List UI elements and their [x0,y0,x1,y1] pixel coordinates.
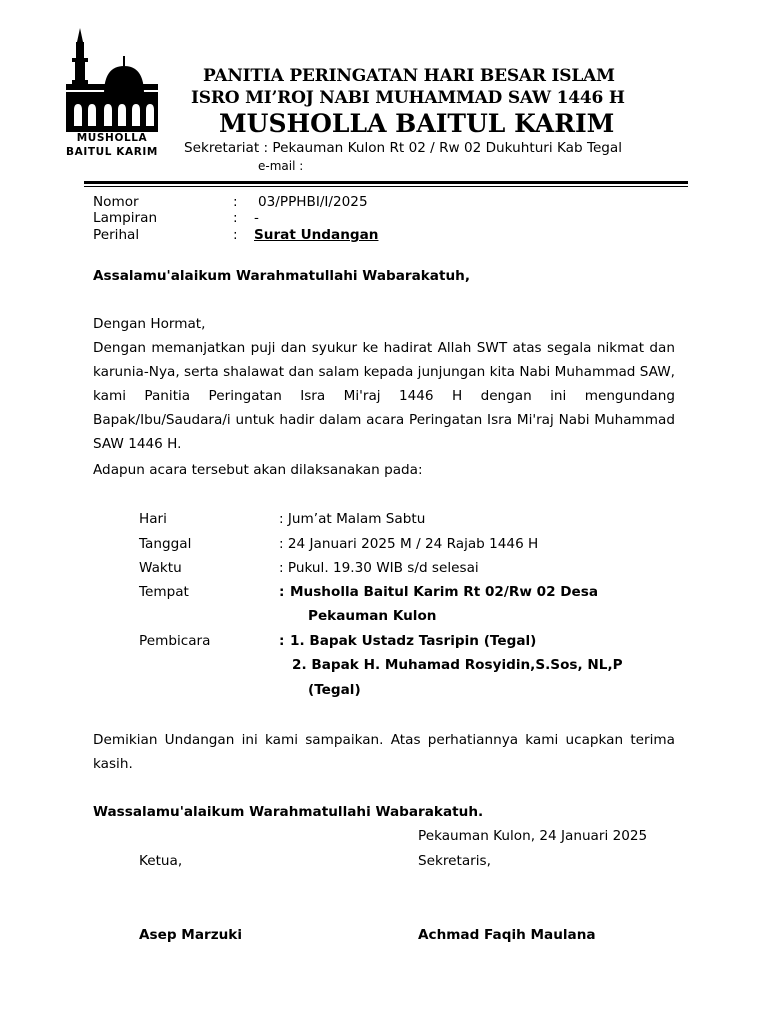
header-divider-thick [84,181,688,184]
meta-perihal-label: Perihal [93,227,140,243]
meta-lampiran-value: - [254,210,259,226]
signature-right-name: Achmad Faqih Maulana [418,927,596,943]
meta-lampiran-label: Lampiran [93,210,158,226]
meta-perihal-sep: : [233,227,238,243]
schedule-hari-label: Hari [139,511,167,527]
schedule-intro: Adapun acara tersebut akan dilaksanakan pada: [93,462,423,478]
meta-nomor-value: 03/PPHBI/I/2025 [258,194,368,210]
schedule-hari-value: : Jum’at Malam Sabtu [279,511,426,527]
schedule-waktu-value: : Pukul. 19.30 WIB s/d selesai [279,560,479,576]
salutation: Dengan Hormat, [93,316,206,332]
schedule-tanggal-label: Tanggal [139,536,192,552]
meta-nomor-label: Nomor [93,194,139,210]
place-date: Pekauman Kulon, 24 Januari 2025 [418,828,648,844]
header-divider-thin [84,186,688,187]
schedule-tempat-label: Tempat [139,584,189,600]
schedule-pembicara-label: Pembicara [139,633,211,649]
schedule-tempat-line2: Pekauman Kulon [308,608,437,624]
header-address: Sekretariat : Pekauman Kulon Rt 02 / Rw 02 Dukuhturi Kab Tegal [184,140,623,156]
schedule-tanggal-value: : 24 Januari 2025 M / 24 Rajab 1446 H [279,536,539,552]
schedule-waktu-label: Waktu [139,560,182,576]
signature-left-title: Ketua, [139,853,183,869]
schedule-tempat-colon: : [279,584,285,600]
mosque-icon [60,28,164,133]
signature-right-title: Sekretaris, [418,853,491,869]
header-event: ISRO MI’ROJ NABI MUHAMMAD SAW 1446 H [191,88,625,108]
schedule-pembicara-colon: : [279,633,285,649]
opening-greeting: Assalamu'alaikum Warahmatullahi Wabarakatuh, [93,268,471,284]
body-paragraph: Dengan memanjatkan puji dan syukur ke hadirat Allah SWT atas segala nikmat dan karunia-Nya, serta shalawat dan salam kepada junjungan kita Nabi Muhammad SAW, kami Panitia Peringatan Isra Mi'raj 1446 H dengan ini mengundang Bapak/Ibu/Saudara/i untuk hadir dalam acara Peringatan Isra Mi'raj Nabi Muhammad SAW 1446 H. [93,340,675,452]
logo-text-line2: BAITUL KARIM [66,146,158,158]
header-email: e-mail : [258,159,304,173]
mosque-logo [60,28,164,160]
speaker-1: 1. Bapak Ustadz Tasripin (Tegal) [290,633,537,649]
logo-text-line1: MUSHOLLA [76,132,148,144]
meta-nomor-sep: : [233,194,238,210]
closing-paragraph: Demikian Undangan ini kami sampaikan. Atas perhatiannya kami ucapkan terima kasih. [93,732,675,772]
meta-lampiran-sep: : [233,210,238,226]
signature-left-name: Asep Marzuki [139,927,242,943]
speaker-2: 2. Bapak H. Muhamad Rosyidin,S.Sos, NL,P [292,657,623,673]
schedule-tempat-line1: Musholla Baitul Karim Rt 02/Rw 02 Desa [290,584,599,600]
speaker-2-cont: (Tegal) [308,682,361,698]
meta-perihal-value: Surat Undangan [254,227,379,243]
closing-greeting: Wassalamu'alaikum Warahmatullahi Wabarakatuh. [93,804,484,820]
header-organization: MUSHOLLA BAITUL KARIM [219,109,615,138]
header-committee: PANITIA PERINGATAN HARI BESAR ISLAM [203,66,615,86]
